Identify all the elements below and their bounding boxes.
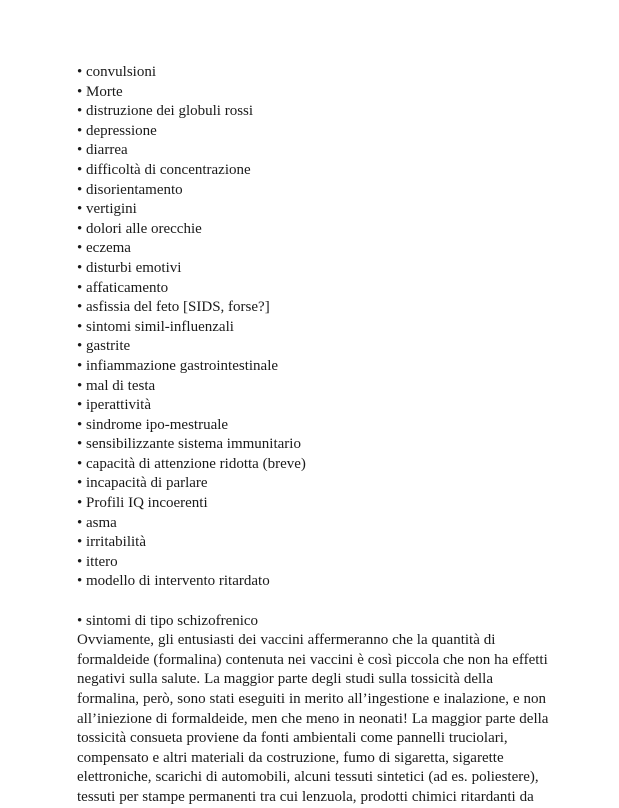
bullet-icon: •	[77, 83, 83, 100]
bullet-icon: •	[77, 377, 83, 394]
bullet-icon: •	[77, 612, 83, 629]
list-item	[77, 474, 552, 494]
list-item-label: dolori alle orecchie	[86, 220, 202, 237]
bullet-icon: •	[77, 318, 83, 335]
trailing-symptom-label: sintomi di tipo schizofrenico	[86, 612, 259, 629]
list-item	[77, 141, 552, 161]
bullet-icon: •	[77, 436, 83, 453]
list-item-label: affaticamento	[86, 279, 169, 296]
list-item-label: modello di intervento ritardato	[86, 573, 270, 590]
list-item	[77, 83, 552, 103]
list-item	[77, 298, 552, 318]
list-item-label: Morte	[86, 83, 123, 100]
list-item	[77, 200, 552, 220]
list-item-label: sensibilizzante sistema immunitario	[86, 436, 301, 453]
bullet-icon: •	[77, 142, 83, 159]
bullet-icon: •	[77, 201, 83, 218]
list-item-label: diarrea	[86, 142, 128, 159]
list-item-label: disturbi emotivi	[86, 259, 182, 276]
bullet-icon: •	[77, 181, 83, 198]
bullet-icon: •	[77, 573, 83, 590]
list-item	[77, 357, 552, 377]
trailing-symptom-item	[77, 612, 552, 632]
bullet-icon: •	[77, 279, 83, 296]
list-item-label: distruzione dei globuli rossi	[86, 103, 254, 120]
list-item	[77, 161, 552, 181]
bullet-icon: •	[77, 475, 83, 492]
symptom-list	[77, 63, 552, 592]
list-item	[77, 337, 552, 357]
list-item-label: mal di testa	[86, 377, 156, 394]
bullet-icon: •	[77, 455, 83, 472]
bullet-icon: •	[77, 122, 83, 139]
list-item-label: sindrome ipo-mestruale	[86, 416, 229, 433]
document-content	[77, 63, 552, 808]
list-item-label: difficoltà di concentrazione	[86, 161, 251, 178]
bullet-icon: •	[77, 338, 83, 355]
list-item-label: gastrite	[86, 338, 131, 355]
list-item	[77, 416, 552, 436]
bullet-icon: •	[77, 416, 83, 433]
list-item	[77, 396, 552, 416]
list-item	[77, 572, 552, 592]
list-item	[77, 279, 552, 299]
bullet-icon: •	[77, 220, 83, 237]
list-item	[77, 181, 552, 201]
list-item-label: disorientamento	[86, 181, 183, 198]
list-item	[77, 494, 552, 514]
body-paragraph: Ovviamente, gli entusiasti dei vaccini affermeranno che la quantità di formaldeide (formalina) contenuta nei vaccini è così piccola che non ha effetti negativi sulla salute. La maggior parte degli studi sulla tossicità della formalina, però, sono stati eseguiti in merito all’ingestione e inalazione, e non all’iniezione di formaldeide, men che meno in neonati! La maggior parte della tossicità consueta proviene da fonti ambientali come pannelli truciolari, compensato e altri materiali da costruzione, fumo di sigaretta, sigarette elettroniche, scarichi di automobili, alcuni tessuti sintetici (ad es. poliestere), tessuti per stampe permanenti tra cui lenzuola, prodotti chimici ritardanti da	[77, 632, 549, 805]
list-item-label: vertigini	[86, 201, 137, 218]
list-item	[77, 377, 552, 397]
bullet-icon: •	[77, 553, 83, 570]
list-item	[77, 259, 552, 279]
list-item	[77, 122, 552, 142]
bullet-icon: •	[77, 299, 83, 316]
bullet-icon: •	[77, 534, 83, 551]
bullet-icon: •	[77, 357, 83, 374]
list-item	[77, 455, 552, 475]
list-item-label: Profili IQ incoerenti	[86, 495, 208, 512]
bullet-icon: •	[77, 495, 83, 512]
bullet-icon: •	[77, 259, 83, 276]
bullet-icon: •	[77, 514, 83, 531]
list-item-label: iperattività	[86, 397, 151, 414]
list-item-label: sintomi simil-influenzali	[86, 318, 234, 335]
list-item	[77, 318, 552, 338]
bullet-icon: •	[77, 64, 83, 80]
list-item	[77, 239, 552, 259]
list-item	[77, 63, 552, 83]
list-item-label: asfissia del feto [SIDS, forse?]	[86, 299, 270, 316]
list-item	[77, 102, 552, 122]
list-item	[77, 220, 552, 240]
list-item	[77, 553, 552, 573]
list-item	[77, 533, 552, 553]
list-item-label: capacità di attenzione ridotta (breve)	[86, 455, 306, 472]
list-item	[77, 514, 552, 534]
bullet-icon: •	[77, 397, 83, 414]
bullet-icon: •	[77, 161, 83, 178]
list-item-label: convulsioni	[86, 64, 156, 80]
list-item-label: asma	[86, 514, 117, 531]
list-item-label: eczema	[86, 240, 131, 257]
list-item-label: depressione	[86, 122, 157, 139]
list-item-label: irritabilità	[86, 534, 146, 551]
list-item-label: infiammazione gastrointestinale	[86, 357, 279, 374]
bullet-icon: •	[77, 103, 83, 120]
list-item	[77, 435, 552, 455]
blank-line-separator	[77, 592, 552, 612]
list-item-label: incapacità di parlare	[86, 475, 208, 492]
bullet-icon: •	[77, 240, 83, 257]
list-item-label: ittero	[86, 553, 118, 570]
